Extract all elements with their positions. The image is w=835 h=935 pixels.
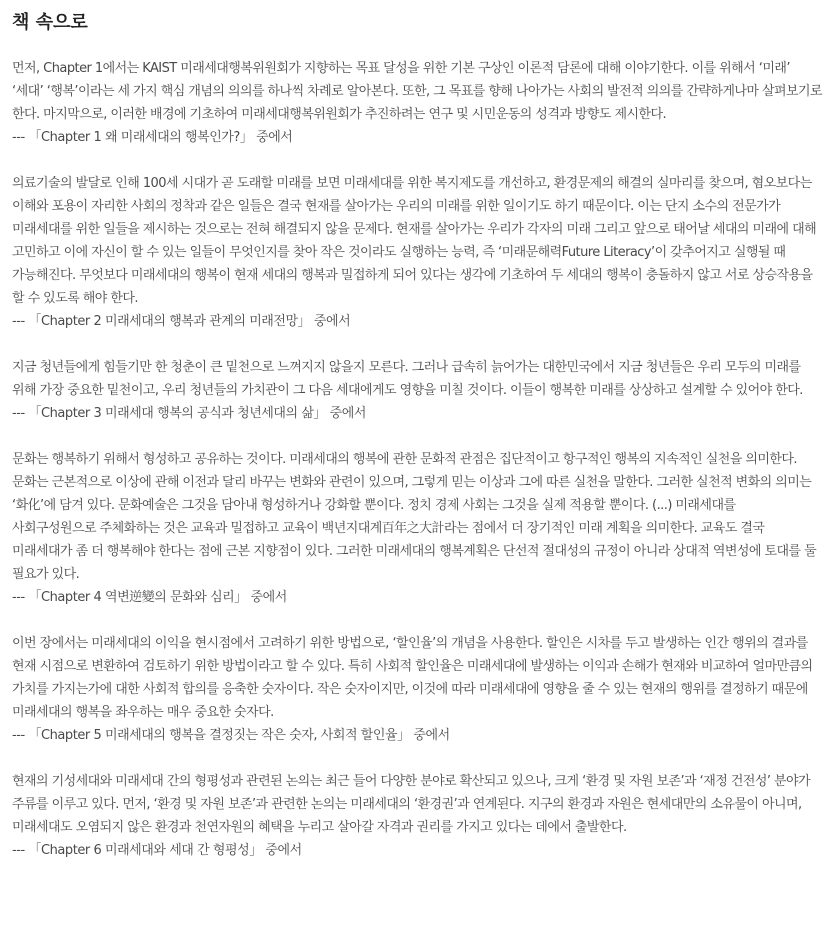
excerpt-6 [12,770,823,862]
excerpt-5 [12,632,823,747]
excerpt-1 [12,57,823,149]
title-spacer [12,38,823,57]
excerpt-source: --- 「Chapter 4 역변逆變의 문화와 심리」 중에서 [12,590,287,605]
excerpt-spacer [12,425,823,448]
section-title: 책 속으로 [12,12,88,33]
excerpt-3 [12,356,823,425]
excerpt-text: 이번 장에서는 미래세대의 이익을 현시점에서 고려하기 위한 방법으로, ‘할인율’의 개념을 사용한다. 할인은 시차를 두고 발생하는 인간 행위의 결과를 현재 시점으로 변환하여 검토하기 위한 방법이라고 할 수 있다. 특히 사회적 할인율은 미래세대에 발생하는 이익과 손해가 현재와 비교하여 얼마만큼의 가치를 가지는가에 대한 사회적 합의를 응축한 숫자이다. 작은 숫자이지만, 이것에 따라 미래세대에 영향을 줄 수 있는 현재의 행위를 결정하기 때문에 미래세대의 행복을 좌우하는 매우 중요한 숫자다. [12,636,813,720]
excerpt-text: 먼저, Chapter 1에서는 KAIST 미래세대행복위원회가 지향하는 목표 달성을 위한 기본 구상인 이론적 담론에 대해 이야기한다. 이를 위해서 ‘미래’ ‘세대’ ‘행복’이라는 세 가지 핵심 개념의 의의를 하나씩 차례로 알아본다. 또한, 그 목표를 향해 나아가는 사회의 발전적 의의를 간략하게나마 살펴보기로 한다. 마지막으로, 이러한 배경에 기초하여 미래세대행복위원회가 추진하려는 연구 및 시민운동의 성격과 방향도 제시한다. [12,61,823,122]
excerpt-text: 현재의 기성세대와 미래세대 간의 형평성과 관련된 논의는 최근 들어 다양한 분야로 확산되고 있으나, 크게 ‘환경 및 자원 보존’과 ‘재정 건전성’ 분야가 주류를 이루고 있다. 먼저, ‘환경 및 자원 보존’과 관련한 논의는 미래세대의 ‘환경권’과 연계된다. 지구의 환경과 자원은 현세대만의 소유물이 아니며, 미래세대도 오염되지 않은 환경과 천연자원의 혜택을 누리고 살아갈 자격과 권리를 가지고 있다는 데에서 출발한다. [12,774,811,835]
excerpt-source: --- 「Chapter 5 미래세대의 행복을 결정짓는 작은 숫자, 사회적 할인율」 중에서 [12,728,450,743]
excerpt-4 [12,448,823,609]
excerpt-source: --- 「Chapter 1 왜 미래세대의 행복인가?」 중에서 [12,130,293,145]
excerpt-spacer [12,149,823,172]
excerpt-spacer [12,333,823,356]
excerpt-source: --- 「Chapter 6 미래세대와 세대 간 형평성」 중에서 [12,843,302,858]
excerpt-text: 문화는 행복하기 위해서 형성하고 공유하는 것이다. 미래세대의 행복에 관한 문화적 관점은 집단적이고 항구적인 행복의 지속적인 실천을 의미한다. 문화는 근본적으로 이상에 관해 이전과 달리 바꾸는 변화와 관련이 있으며, 그렇게 믿는 이상과 그에 따른 실천을 말한다. 그러한 실천적 변화의 의미는 ‘화化’에 담겨 있다. 문화예술은 그것을 담아내 형성하거나 강화할 뿐이다. 정치 경제 사회는 그것을 실제 적용할 뿐이다. (...) 미래세대를 사회구성원으로 주체화하는 것은 교육과 밀접하고 교육이 백년지대계百年之大計라는 점에서 더 장기적인 미래 계획을 의미한다. 교육도 결국 미래세대가 좀 더 행복해야 한다는 점에 근본 지향점이 있다. 그러한 미래세대의 행복계획은 단선적 절대성의 규정이 아니라 상대적 역변성에 토대를 둘 필요가 있다. [12,452,817,582]
excerpt-spacer [12,747,823,770]
excerpt-text: 지금 청년들에게 힘들기만 한 청춘이 큰 밑천으로 느껴지지 않을지 모른다. 그러나 급속히 늙어가는 대한민국에서 지금 청년들은 우리 모두의 미래를 위해 가장 중요한 밑천이고, 우리 청년들의 가치관이 그 다음 세대에게도 영향을 미칠 것이다. 이들이 행복한 미래를 상상하고 설계할 수 있어야 한다. [12,360,803,398]
excerpt-spacer [12,609,823,632]
excerpt-source: --- 「Chapter 2 미래세대의 행복과 관계의 미래전망」 중에서 [12,314,351,329]
excerpt-text: 의료기술의 발달로 인해 100세 시대가 곧 도래할 미래를 보면 미래세대를 위한 복지제도를 개선하고, 환경문제의 해결의 실마리를 찾으며, 혐오보다는 이해와 포용이 자리한 사회의 정착과 같은 일들은 결국 현재를 살아가는 우리의 미래를 위한 일이기도 하기 때문이다. 이는 단지 소수의 전문가가 미래세대를 위한 일들을 제시하는 것으로는 전혀 해결되지 않을 문제다. 현재를 살아가는 우리가 각자의 미래 그리고 앞으로 태어날 세대의 미래에 대해 고민하고 이에 자신이 할 수 있는 일들이 무엇인지를 찾아 작은 것이라도 실행하는 능력, 즉 ‘미래문해력Future Literacy’이 갖추어지고 실행될 때 가능해진다. 무엇보다 미래세대의 행복이 현재 세대의 행복과 밀접하게 되어 있다는 생각에 기초하여 두 세대의 행복이 충돌하지 않고 서로 상승작용을 할 수 있도록 해야 한다. [12,176,817,306]
excerpt-2 [12,172,823,333]
excerpt-source: --- 「Chapter 3 미래세대 행복의 공식과 청년세대의 삶」 중에서 [12,406,366,421]
